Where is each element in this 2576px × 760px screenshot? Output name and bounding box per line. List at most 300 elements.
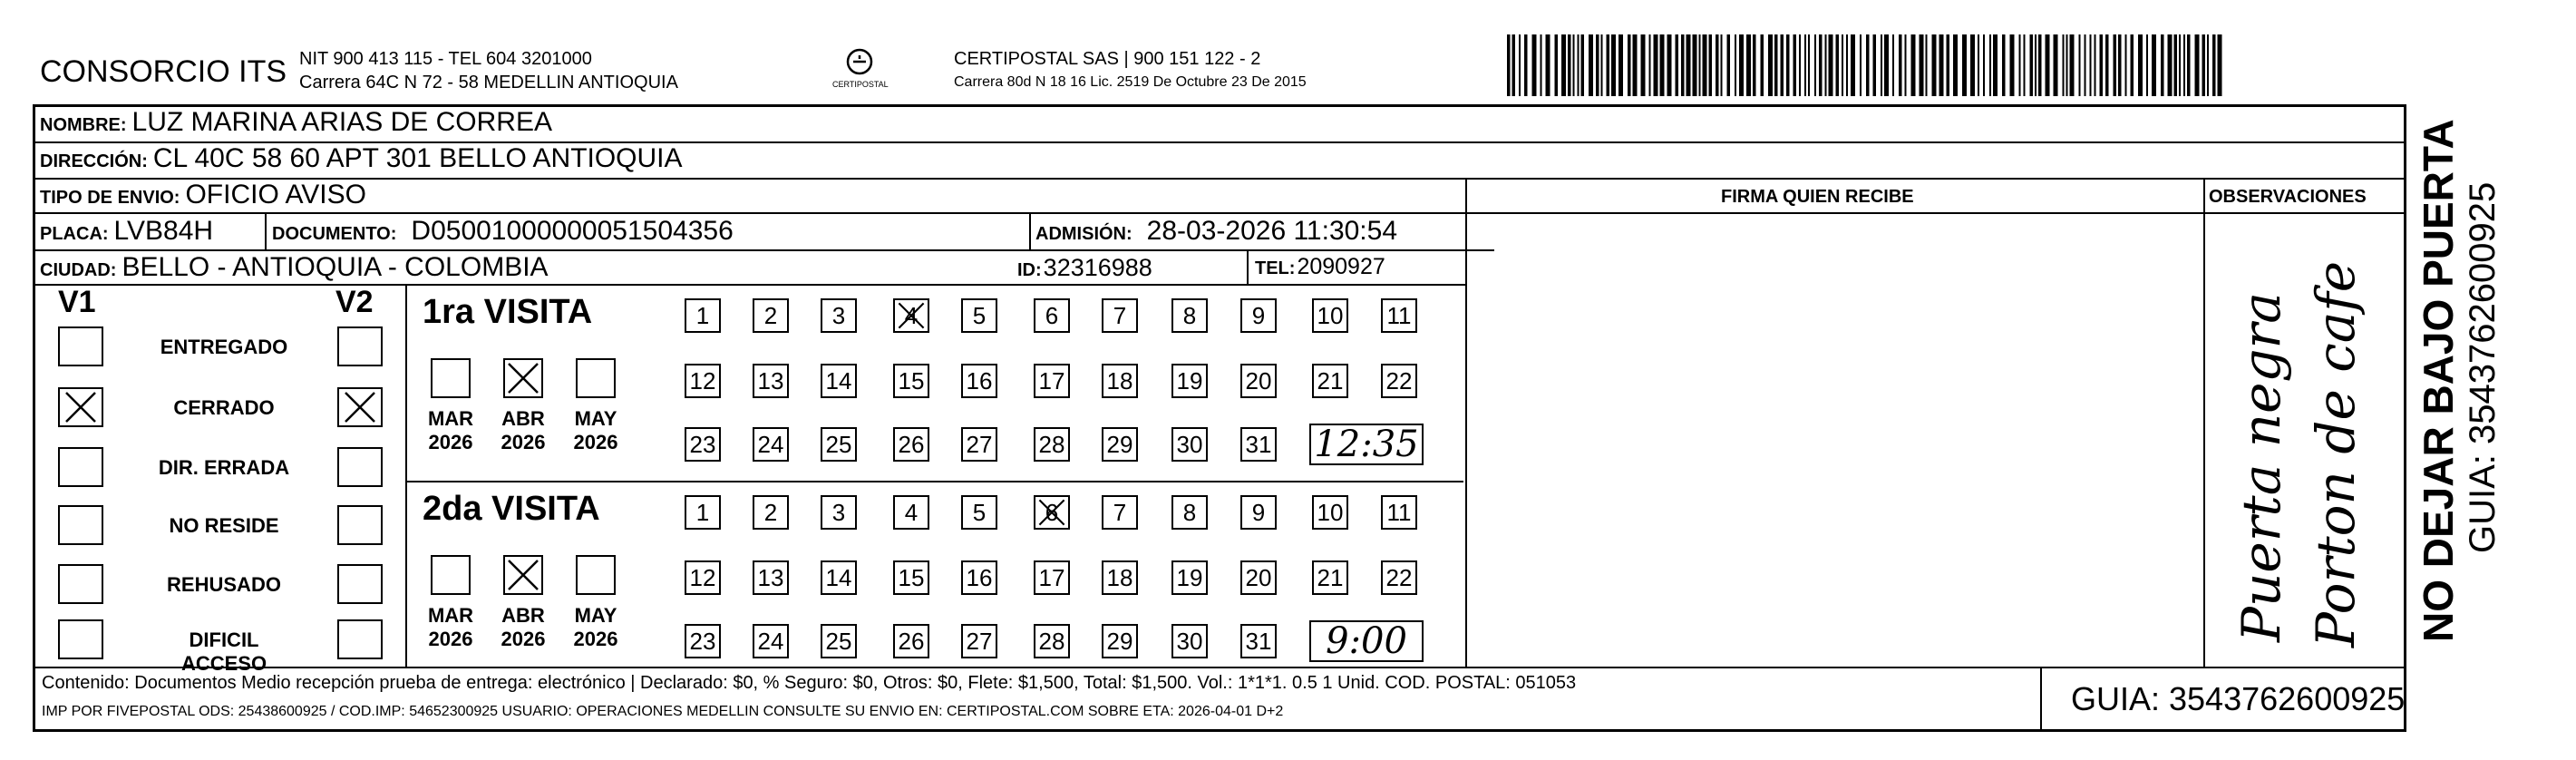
v1-checkbox[interactable] (58, 326, 103, 366)
barcode-bar (1761, 34, 1764, 96)
day-checkbox[interactable] (893, 298, 929, 333)
day-number: 26 (898, 430, 925, 458)
barcode-bar (1842, 34, 1843, 96)
day-number: 2 (763, 301, 778, 329)
day-number: 8 (1182, 498, 1197, 526)
visit-time-box[interactable] (1309, 424, 1424, 465)
day-checkbox[interactable] (821, 427, 857, 462)
footer-content: Contenido: Documentos Medio recepción prueba de entrega: electrónico | Declarado: $0, % Seguro: $0, Otros: $0, Flete: $1,500, Total: $1,500. Vol.: 1*1*1. 0.5 1 Unid. COD. POSTAL: 051053 (42, 673, 1577, 693)
month-checkbox[interactable] (431, 358, 471, 398)
barcode-bar (1962, 34, 1967, 96)
day-number: 29 (1106, 627, 1133, 655)
day-number: 22 (1385, 563, 1413, 591)
barcode-bar (1983, 34, 1985, 96)
barcode-bar (1911, 34, 1916, 96)
day-checkbox[interactable] (1240, 427, 1277, 462)
day-number: 7 (1113, 498, 1127, 526)
day-checkbox[interactable] (961, 560, 997, 595)
day-checkbox[interactable] (893, 427, 929, 462)
visit-time: 9:00 (1326, 620, 1407, 662)
ciudad-label: CIUDAD: (40, 260, 117, 280)
company-address: Carrera 64C N 72 - 58 MEDELLIN ANTIOQUIA (299, 73, 678, 93)
barcode-bar (1786, 34, 1790, 96)
day-checkbox[interactable] (1381, 364, 1417, 398)
day-checkbox[interactable] (1312, 298, 1348, 333)
day-number: 21 (1317, 563, 1344, 591)
day-checkbox[interactable] (753, 427, 789, 462)
barcode-bar (1660, 34, 1665, 96)
barcode-bar (1727, 34, 1731, 96)
day-checkbox[interactable] (1312, 495, 1348, 530)
day-number: 14 (825, 366, 852, 395)
day-checkbox[interactable] (961, 364, 997, 398)
month-label: MAR (427, 604, 474, 627)
day-number: 2 (763, 498, 778, 526)
certipostal-logo-icon (841, 45, 878, 82)
barcode-bar (2010, 34, 2015, 96)
barcode-bar (1512, 34, 1516, 96)
barcode-bar (2212, 34, 2216, 96)
day-checkbox[interactable] (1034, 298, 1070, 333)
barcode-bar (2085, 34, 2086, 96)
day-checkbox[interactable] (685, 427, 721, 462)
day-number: 7 (1113, 301, 1127, 329)
admision-row (1035, 216, 1397, 247)
visit-time: 12:35 (1314, 424, 1419, 465)
day-number: 3 (831, 498, 846, 526)
barcode-bar (1519, 34, 1521, 96)
v2-checkbox[interactable] (337, 326, 383, 366)
barcode-bar (1899, 34, 1902, 96)
day-checkbox[interactable] (821, 495, 857, 530)
barcode-bar (1601, 34, 1603, 96)
day-number: 29 (1106, 430, 1133, 458)
day-number: 5 (972, 301, 987, 329)
day-checkbox[interactable] (1102, 624, 1138, 658)
barcode-bar (1746, 34, 1751, 96)
barcode-bar (1860, 34, 1862, 96)
day-number: 5 (972, 498, 987, 526)
barcode-bar (2035, 34, 2036, 96)
day-checkbox[interactable] (685, 495, 721, 530)
month-checkbox[interactable] (576, 555, 616, 595)
form-frame (33, 104, 2406, 732)
day-checkbox[interactable] (1034, 624, 1070, 658)
firma-header: FIRMA QUIEN RECIBE (1721, 187, 1914, 207)
barcode-bar (1532, 34, 1537, 96)
tipo-row (40, 180, 366, 210)
day-checkbox[interactable] (821, 624, 857, 658)
day-checkbox[interactable] (1240, 624, 1277, 658)
status-option-label: DIR. ERRADA (158, 456, 290, 479)
month-label: ABR (501, 604, 545, 627)
barcode-bar (1851, 34, 1855, 96)
day-number: 10 (1317, 498, 1344, 526)
barcode-bar (1932, 34, 1937, 96)
day-checkbox[interactable] (1102, 298, 1138, 333)
barcode-bar (1926, 34, 1928, 96)
barcode-bar (1993, 34, 1998, 96)
day-checkbox[interactable] (685, 298, 721, 333)
month-checkbox[interactable] (503, 555, 543, 595)
status-option-label: NO RESIDE (169, 514, 279, 537)
day-checkbox[interactable] (1034, 560, 1070, 595)
barcode-bar (1507, 34, 1511, 96)
barcode-bar (1799, 34, 1801, 96)
day-checkbox[interactable] (685, 560, 721, 595)
day-number: 8 (1182, 301, 1197, 329)
barcode-bar (1846, 34, 1848, 96)
carrier-name: CERTIPOSTAL SAS | 900 151 122 - 2 (954, 49, 1261, 69)
day-number: 20 (1245, 563, 1272, 591)
barcode-bar (1814, 34, 1816, 96)
nombre-value: LUZ MARINA ARIAS DE CORREA (131, 107, 552, 137)
day-checkbox[interactable] (1381, 560, 1417, 595)
barcode-bar (2168, 34, 2173, 96)
day-number: 15 (898, 563, 925, 591)
day-checkbox[interactable] (1312, 560, 1348, 595)
barcode-bar (2079, 34, 2081, 96)
day-number: 31 (1245, 627, 1272, 655)
day-checkbox[interactable] (1034, 427, 1070, 462)
observation-line-2: Porton de cafe (2305, 260, 2367, 648)
v1-checkbox[interactable] (58, 447, 103, 487)
barcode-bar (2030, 34, 2034, 96)
documento-row (272, 216, 734, 247)
status-option-label: REHUSADO (167, 573, 281, 596)
barcode-bar (2161, 34, 2164, 96)
day-number: 13 (757, 366, 784, 395)
barcode-bar (2207, 34, 2209, 96)
status-option-label: DIFICIL ACCESO (180, 628, 267, 675)
day-number: 10 (1317, 301, 1344, 329)
v1-checkbox[interactable] (58, 619, 103, 659)
day-number: 13 (757, 563, 784, 591)
day-number: 4 (904, 498, 919, 526)
day-number: 24 (757, 627, 784, 655)
day-checkbox[interactable] (1171, 560, 1208, 595)
barcode-bar (2090, 34, 2092, 96)
day-number: 28 (1038, 430, 1065, 458)
day-checkbox[interactable] (1102, 560, 1138, 595)
admision-label: ADMISIÓN: (1035, 224, 1132, 244)
day-checkbox[interactable] (1171, 495, 1208, 530)
day-checkbox[interactable] (685, 364, 721, 398)
barcode-bar (1524, 34, 1528, 96)
day-checkbox[interactable] (1171, 298, 1208, 333)
day-checkbox[interactable] (1171, 427, 1208, 462)
barcode-bar (1808, 34, 1810, 96)
day-checkbox[interactable] (1240, 495, 1277, 530)
direccion-value: CL 40C 58 60 APT 301 BELLO ANTIOQUIA (152, 143, 683, 173)
barcode-bar (2179, 34, 2181, 96)
day-number: 6 (1045, 301, 1059, 329)
day-number: 11 (1386, 498, 1412, 526)
month-year: 2026 (428, 431, 473, 453)
day-number: 16 (966, 563, 993, 591)
day-number: 9 (1251, 301, 1266, 329)
day-number: 18 (1106, 366, 1133, 395)
day-checkbox[interactable] (1240, 298, 1277, 333)
day-checkbox[interactable] (753, 624, 789, 658)
barcode-bar (2024, 34, 2026, 96)
placa-label: PLACA: (40, 224, 109, 244)
month-label: MAY (574, 604, 617, 627)
day-number: 9 (1251, 498, 1266, 526)
day-number: 23 (689, 627, 716, 655)
day-checkbox[interactable] (961, 624, 997, 658)
month-year: 2026 (501, 431, 546, 453)
barcode-bar (1693, 34, 1697, 96)
status-option-label: CERRADO (173, 396, 275, 419)
day-checkbox[interactable] (961, 495, 997, 530)
barcode-bar (1873, 34, 1877, 96)
barcode-bar (1989, 34, 1991, 96)
day-checkbox[interactable] (1381, 495, 1417, 530)
month-label: MAR (427, 407, 474, 430)
ciudad-row (40, 252, 549, 283)
day-checkbox[interactable] (1034, 495, 1070, 530)
barcode-bar (1735, 34, 1736, 96)
day-number: 4 (904, 301, 919, 329)
day-number: 26 (898, 627, 925, 655)
day-number: 14 (825, 563, 852, 591)
barcode-bar (1836, 34, 1840, 96)
barcode-bar (1920, 34, 1924, 96)
barcode-bar (1641, 34, 1646, 96)
barcode-bar (1541, 34, 1542, 96)
barcode-bar (1654, 34, 1658, 96)
observation-line-1: Puerta negra (2231, 292, 2292, 642)
nombre-row (40, 107, 552, 138)
day-number: 12 (689, 563, 716, 591)
day-number: 11 (1386, 301, 1412, 329)
placa-row (40, 216, 213, 247)
v2-checkbox[interactable] (337, 387, 383, 427)
v2-header: V2 (335, 285, 374, 319)
tipo-value: OFICIO AVISO (185, 180, 366, 209)
barcode-bar (2070, 34, 2075, 96)
barcode-bar (1781, 34, 1784, 96)
day-number: 16 (966, 366, 993, 395)
day-checkbox[interactable] (893, 364, 929, 398)
barcode-bar (1699, 34, 1701, 96)
barcode-bar (1687, 34, 1691, 96)
day-number: 22 (1385, 366, 1413, 395)
day-number: 17 (1038, 366, 1065, 395)
day-number: 19 (1176, 366, 1203, 395)
barcode-bar (1819, 34, 1823, 96)
barcode-bar (1768, 34, 1773, 96)
observaciones-header: OBSERVACIONES (2209, 187, 2367, 207)
day-number: 1 (695, 498, 710, 526)
barcode-bar (2125, 34, 2127, 96)
month-checkbox[interactable] (576, 358, 616, 398)
barcode-bar (2100, 34, 2104, 96)
barcode-bar (2066, 34, 2068, 96)
barcode-bar (1774, 34, 1778, 96)
id-row (1017, 254, 1152, 282)
barcode-bar (1596, 34, 1599, 96)
barcode-bar (2174, 34, 2178, 96)
barcode-bar (1970, 34, 1975, 96)
day-number: 12 (689, 366, 716, 395)
visit-time-box[interactable] (1309, 620, 1424, 662)
v1-checkbox[interactable] (58, 387, 103, 427)
day-number: 27 (966, 627, 993, 655)
v2-checkbox[interactable] (337, 564, 383, 604)
day-number: 30 (1176, 430, 1203, 458)
barcode-bar (1578, 34, 1580, 96)
barcode-bar (1892, 34, 1894, 96)
barcode-bar (1905, 34, 1907, 96)
day-checkbox[interactable] (893, 560, 929, 595)
barcode-bar (2063, 34, 2065, 96)
month-year: 2026 (428, 628, 473, 650)
barcode-bar (2152, 34, 2156, 96)
barcode-bar (1555, 34, 1559, 96)
day-checkbox[interactable] (821, 364, 857, 398)
day-checkbox[interactable] (1240, 560, 1277, 595)
direccion-label: DIRECCIÓN: (40, 151, 148, 171)
footer-print-info: IMP POR FIVEPOSTAL ODS: 25438600925 / COD.IMP: 54652300925 USUARIO: OPERACIONES MEDELLIN CONSULTE SU ENVIO EN: CERTIPOSTAL.COM SOBRE ETA: 2026-04-01 D+2 (42, 704, 1284, 719)
barcode-bar (1589, 34, 1593, 96)
barcode-bar (1676, 34, 1679, 96)
barcode-bar (1739, 34, 1744, 96)
barcode-bar (1716, 34, 1719, 96)
barcode-bar (2054, 34, 2058, 96)
barcode-bar (1953, 34, 1958, 96)
barcode-bar (1825, 34, 1827, 96)
barcode-bar (2105, 34, 2109, 96)
day-number: 27 (966, 430, 993, 458)
day-checkbox[interactable] (1312, 364, 1348, 398)
day-checkbox[interactable] (753, 298, 789, 333)
id-value: 32316988 (1043, 254, 1152, 281)
month-checkbox[interactable] (503, 358, 543, 398)
month-label: MAY (574, 407, 617, 430)
tel-label: TEL: (1255, 258, 1296, 278)
month-year: 2026 (573, 628, 618, 650)
day-checkbox[interactable] (1102, 427, 1138, 462)
day-number: 21 (1317, 366, 1344, 395)
barcode-bar (1619, 34, 1623, 96)
barcode-bar (1978, 34, 1979, 96)
barcode-bar (1546, 34, 1550, 96)
day-checkbox[interactable] (1102, 495, 1138, 530)
month-checkbox[interactable] (431, 555, 471, 595)
barcode-bar (1581, 34, 1585, 96)
month-label: ABR (501, 407, 545, 430)
barcode-bar (2138, 34, 2143, 96)
v1-header: V1 (58, 285, 96, 319)
day-checkbox[interactable] (1381, 298, 1417, 333)
direccion-row (40, 143, 683, 174)
barcode-bar (2046, 34, 2050, 96)
barcode-bar (2146, 34, 2148, 96)
day-checkbox[interactable] (1171, 364, 1208, 398)
logo-text: CERTIPOSTAL (832, 80, 889, 89)
day-number: 30 (1176, 627, 1203, 655)
day-checkbox[interactable] (893, 495, 929, 530)
side-guia: GUIA: 3543762600925 (2463, 181, 2503, 553)
admision-value: 28-03-2026 11:30:54 (1146, 216, 1398, 246)
v2-checkbox[interactable] (337, 619, 383, 659)
ciudad-value: BELLO - ANTIOQUIA - COLOMBIA (122, 252, 549, 282)
barcode-bar (2218, 34, 2222, 96)
v1-checkbox[interactable] (58, 505, 103, 545)
day-number: 1 (695, 301, 710, 329)
barcode-bar (1561, 34, 1566, 96)
day-checkbox[interactable] (821, 560, 857, 595)
barcode-bar (1881, 34, 1882, 96)
carrier-address: Carrera 80d N 18 16 Lic. 2519 De Octubre 23 De 2015 (954, 74, 1307, 90)
company-nit: NIT 900 413 115 - TEL 604 3201000 (299, 49, 592, 69)
barcode-bar (1633, 34, 1638, 96)
day-number: 18 (1106, 563, 1133, 591)
barcode-bar (1753, 34, 1756, 96)
day-checkbox[interactable] (961, 427, 997, 462)
v1-checkbox[interactable] (58, 564, 103, 604)
day-number: 31 (1245, 430, 1272, 458)
barcode-bar (2183, 34, 2185, 96)
barcode-bar (2114, 34, 2117, 96)
day-checkbox[interactable] (821, 298, 857, 333)
barcode-bar (1829, 34, 1833, 96)
status-option-label: ENTREGADO (160, 336, 288, 358)
barcode-bar (1649, 34, 1651, 96)
v2-checkbox[interactable] (337, 447, 383, 487)
day-number: 6 (1045, 498, 1059, 526)
barcode-bar (1703, 34, 1707, 96)
day-number: 23 (689, 430, 716, 458)
barcode-bar (2002, 34, 2006, 96)
day-checkbox[interactable] (753, 495, 789, 530)
day-number: 15 (898, 366, 925, 395)
barcode-bar (1866, 34, 1870, 96)
day-number: 20 (1245, 366, 1272, 395)
barcode-bar (1947, 34, 1950, 96)
company-name: CONSORCIO ITS (40, 54, 287, 89)
day-checkbox[interactable] (685, 624, 721, 658)
day-checkbox[interactable] (1171, 624, 1208, 658)
barcode (1507, 34, 2223, 96)
tipo-label: TIPO DE ENVIO: (40, 188, 180, 208)
barcode-bar (2038, 34, 2042, 96)
barcode-bar (1607, 34, 1610, 96)
nombre-label: NOMBRE: (40, 115, 127, 135)
barcode-bar (1667, 34, 1672, 96)
day-checkbox[interactable] (893, 624, 929, 658)
day-checkbox[interactable] (1240, 364, 1277, 398)
v2-checkbox[interactable] (337, 505, 383, 545)
day-checkbox[interactable] (1102, 364, 1138, 398)
id-label: ID: (1017, 260, 1042, 280)
day-number: 25 (825, 430, 852, 458)
documento-value: D05001000000051504356 (411, 216, 734, 246)
visit-title: 2da VISITA (423, 490, 600, 528)
day-checkbox[interactable] (753, 560, 789, 595)
barcode-bar (2202, 34, 2206, 96)
day-checkbox[interactable] (1034, 364, 1070, 398)
barcode-bar (1721, 34, 1723, 96)
day-number: 17 (1038, 563, 1065, 591)
tel-row (1255, 254, 1385, 280)
day-checkbox[interactable] (753, 364, 789, 398)
barcode-bar (2095, 34, 2096, 96)
day-checkbox[interactable] (961, 298, 997, 333)
day-number: 25 (825, 627, 852, 655)
